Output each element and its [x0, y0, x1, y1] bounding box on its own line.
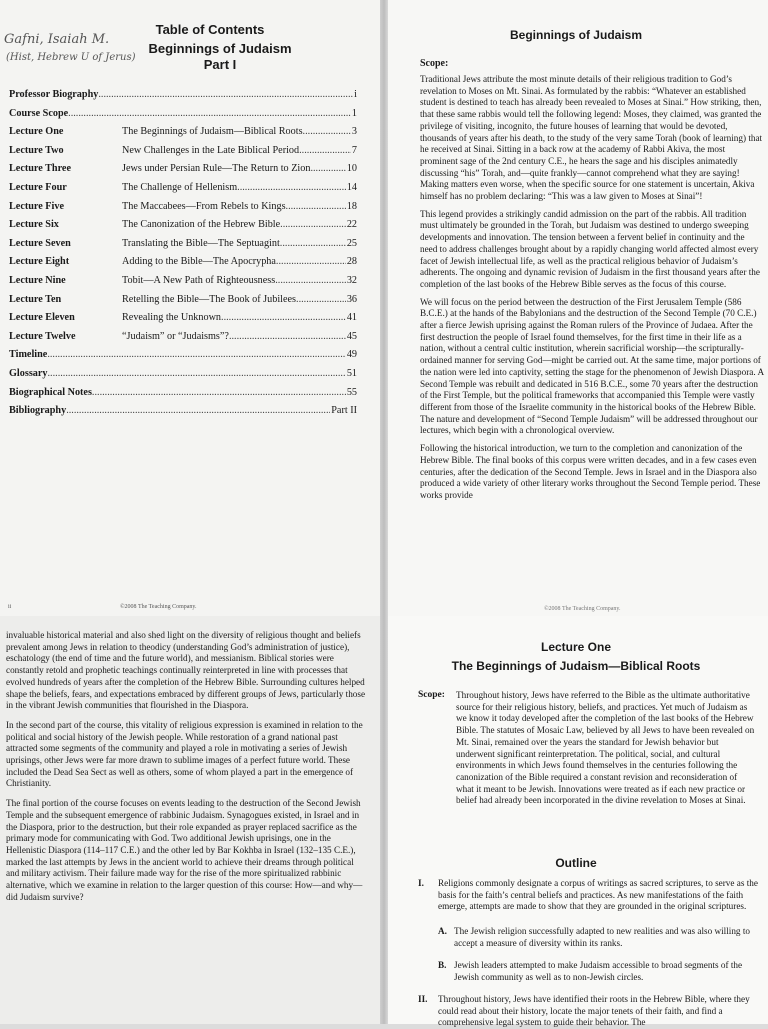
- toc-leader-dots: [47, 346, 346, 365]
- toc-leader-dots: [98, 86, 353, 105]
- outline-marker: B.: [438, 960, 447, 970]
- toc-row: [9, 216, 357, 235]
- scope-paragraph: Traditional Jews attribute the most minute details of their religious tradition to God’s revelation to Moses on Mt. Sinai. As formulated by the rabbis: “Whatever an established student is destined to teach has already been revealed to Moses at Sinai.” How striking, then, that these same rabbis would tell the following legend: Moses, they claimed, was granted the privilege of visiting, incognito, the future houses of learning that would be devoted, thousands of years after his death, to the study of the very same Torah (book of learning) that he received at Sinai. Sitting in a back row at the academy of Rabbi Akiva, the most prominent sage of the 2nd century C.E., he hears the sage and his disciples animatedly discussing “his” Torah, and—quite frankly—cannot comprehend what they are saying! Making matters even worse, when the specific source for one statement is uncertain, Akiva himself has no problem declaring: “This was a law given to Moses at Sinai”!: [420, 74, 763, 202]
- toc-row-label: Bibliography: [9, 405, 67, 417]
- outline-item: [418, 878, 758, 913]
- toc-row-title: Revealing the Unknown: [122, 312, 222, 324]
- toc-list: [9, 86, 357, 421]
- toc-row-page: 7: [351, 144, 357, 156]
- lecture-heading: Lecture One: [540, 640, 612, 654]
- toc-row-title: The Beginnings of Judaism—Biblical Roots: [122, 126, 303, 138]
- scope-paragraph: This legend provides a strikingly candid admission on the part of the rabbis. All tradition must ultimately be grounded in the Torah, but Judaism was destined to undergo sweeping developments and innovation. The tension between a fervent belief in continuity and the need to address challenges brought about by a rapidly changing world affected almost every facet of Jewish intellectual life, as well as the practical religious behavior of Judaism’s adherents. The ongoing and dynamic revision of Judaism in the first thousand years after the completion of the last books of the Hebrew Bible serves as the focus of this course.: [420, 208, 760, 289]
- toc-row: [9, 142, 357, 161]
- toc-leader-dots: [303, 123, 351, 142]
- toc-row-title: The Canonization of the Hebrew Bible: [122, 219, 281, 231]
- page-number: ii: [8, 604, 12, 610]
- outline-marker: II.: [418, 994, 428, 1004]
- toc-row-label: Lecture Eight: [9, 256, 70, 268]
- toc-leader-dots: [221, 309, 346, 328]
- toc-leader-dots: [280, 216, 346, 235]
- body-paragraph: invaluable historical material and also shed light on the diversity of religious thought and beliefs prevalent among Jews in relation to theodicy (understanding God’s administration of justice), eschatology (the end of time and the future world), and messianism. Biblical stories were constantly retold and prophetic teachings continually reinterpreted in line with processes that evolved hundreds of years after the completion of the Hebrew Bible. Surrounding cultures helped shape the beliefs, fears, and expectations embraced by different groups of Jews, particularly those in the vibrant Jewish communities that flourished in the Diaspora.: [6, 630, 366, 711]
- toc-row: [9, 384, 357, 403]
- toc-row-title: Jews under Persian Rule—The Return to Zion: [122, 163, 311, 175]
- copyright-footer: ©2008 The Teaching Company.: [120, 604, 197, 610]
- toc-row-label: Lecture Six: [9, 219, 59, 231]
- outline-marker: A.: [438, 926, 447, 936]
- toc-row: [9, 198, 357, 217]
- toc-row-page: 51: [346, 367, 357, 379]
- copyright-footer: ©2008 The Teaching Company.: [544, 606, 621, 612]
- toc-row-page: i: [354, 89, 357, 100]
- scope-paragraph: We will focus on the period between the destruction of the First Jerusalem Temple (586 B.C.E.) at the hands of the Babylonians and the destruction of the Second Temple (70 C.E.) after a fierce Jewish uprising against the Roman rulers of the Province of Judaea. After the first destruction the people of Israel found themselves, for the first time in their life as a nation, without a central cultic institution, wherein sacrificial worship—the scripturally-ordained manner for serving God—might be carried out. At the same time, major portions of the nation were led into captivity, setting the stage for the phenomenon of Jewish Diaspora. A Second Temple was rebuilt and dedicated in 516 B.C.E., some 70 years after the destruction of the First Temple, but the political frameworks that accompanied this Temple were vastly different from those of the Israelite community in the historical books of the Hebrew Bible. The nature and development of “Second Temple Judaism” will be addressed throughout our lectures, which begin with a chronological overview.: [420, 296, 764, 436]
- handwritten-note-affiliation: (Hist, Hebrew U of Jerus): [6, 52, 136, 63]
- toc-row-page: 25: [346, 237, 357, 249]
- toc-row-label: Timeline: [9, 349, 48, 361]
- outline-text: Jewish leaders attempted to make Judaism accessible to broad segments of the Jewish community as well as to non-Jewish circles.: [454, 960, 743, 982]
- toc-row-title: Retelling the Bible—The Book of Jubilees: [122, 293, 297, 305]
- toc-row-title: “Judaism” or “Judaisms”?: [122, 330, 229, 342]
- toc-leader-dots: [68, 105, 351, 124]
- scope-body: [420, 74, 764, 508]
- outline-text: Religions commonly designate a corpus of writings as sacred scriptures, to serve as the basis for the faith’s central beliefs and practices. As new manifestations of the faith emerge, attempts are made to show that they are grounded in the original scriptures.: [438, 878, 758, 912]
- toc-row-label: Course Scope: [9, 107, 69, 119]
- toc-row-page: 1: [351, 107, 357, 119]
- toc-row: [9, 123, 357, 142]
- toc-row-title: Adding to the Bible—The Apocrypha: [122, 256, 276, 268]
- toc-row-label: Lecture Seven: [9, 237, 71, 249]
- toc-page: [0, 0, 384, 616]
- outline-heading: Outline: [555, 856, 597, 870]
- toc-row-label: Lecture Five: [9, 200, 64, 212]
- scope-page: [384, 0, 768, 616]
- toc-row: [9, 365, 357, 384]
- toc-row-title: The Maccabees—From Rebels to Kings: [122, 200, 286, 212]
- toc-leader-dots: [276, 253, 346, 272]
- toc-part: Part I: [203, 57, 237, 72]
- toc-row-label: Glossary: [9, 367, 48, 379]
- toc-leader-dots: [229, 328, 346, 347]
- toc-leader-dots: [237, 179, 346, 198]
- toc-row-label: Lecture Two: [9, 144, 64, 156]
- toc-leader-dots: [66, 402, 330, 421]
- outline-text: The Jewish religion successfully adapted to new realities and was also willing to accept a measure of diversity within its ranks.: [454, 926, 750, 948]
- toc-row-title: New Challenges in the Late Biblical Period: [122, 144, 300, 156]
- toc-leader-dots: [299, 142, 351, 161]
- toc-row-page: 22: [346, 219, 357, 231]
- scope-label: Scope:: [420, 58, 449, 69]
- lecture-scope-text: Throughout history, Jews have referred to the Bible as the ultimate authoritative source for their religious history, beliefs, and practices. Yet much of Judaism as we know it today developed after the completion of the last books of the Hebrew Bible. The statutes of Mosaic Law, believed by all Jews to have been revealed on Mt. Sinai, remained over the years the standard for Jewish behavior but underwent significant reinterpretation. The political, social, and cultural environments in which Jews found themselves in the centuries following the canonization of the Bible required a constant revision and reconsideration of what it meant to be Jewish. Innovations were treated as if each new practice or belief had already been incorporated in the divine revelation to Moses at Sinai.: [456, 690, 755, 806]
- toc-row: [9, 309, 357, 328]
- toc-row-page: 32: [346, 274, 357, 286]
- toc-row-label: Professor Biography: [9, 89, 99, 100]
- toc-row-page: 10: [346, 163, 357, 175]
- body-paragraph: The final portion of the course focuses on events leading to the destruction of the Second Jewish Temple and the subsequent emergence of rabbinic Judaism. Synagogues existed, in Israel and in the Diaspora, prior to the destruction, but their role expanded as prayer replaced sacrifice as the primary mode for communicating with God. Two additional Jewish uprisings, one in the Hellenistic Diaspora (114–117 C.E.) and the other led by Bar Kokhba in Israel (132–135 C.E.), marked the last attempts by Jews in the ancient world to achieve their dreams through political and military activism. Their failure made way for the rise of the more spiritualized rabbinic alternative, which we examine in relation to the larger question of this course: How—and why—did Judaism survive?: [6, 798, 363, 902]
- book-gutter: [380, 0, 388, 1024]
- toc-row: [9, 328, 357, 347]
- toc-leader-dots: [286, 198, 346, 217]
- toc-row-page: Part II: [331, 405, 357, 417]
- outline-item: [438, 926, 758, 949]
- toc-leader-dots: [92, 384, 346, 403]
- toc-subtitle: Beginnings of Judaism: [148, 41, 292, 56]
- toc-row: [9, 346, 357, 365]
- toc-row-title: Tobit—A New Path of Righteousness: [122, 274, 276, 286]
- toc-row-label: Lecture Four: [9, 181, 67, 193]
- toc-row-page: 28: [346, 256, 357, 268]
- toc-row-title: The Challenge of Hellenism: [122, 181, 238, 193]
- toc-row: [9, 253, 357, 272]
- toc-leader-dots: [310, 160, 345, 179]
- toc-row-page: 49: [346, 349, 357, 361]
- toc-leader-dots: [48, 365, 346, 384]
- toc-leader-dots: [280, 235, 346, 254]
- lecture-title: The Beginnings of Judaism—Biblical Roots: [451, 659, 701, 673]
- toc-row: [9, 179, 357, 198]
- toc-row-label: Lecture Ten: [9, 293, 62, 305]
- toc-leader-dots: [275, 272, 346, 291]
- toc-row: [9, 105, 357, 124]
- scope-paragraph: Following the historical introduction, we turn to the completion and canonization of the Hebrew Bible. The final books of this corpus were written decades, and in a few cases even centuries, after the dedication of the Second Temple. Jews in Israel and in the Diaspora also produced a wide variety of other literary works throughout the Second Temple period. These works provide: [420, 443, 761, 500]
- toc-row: [9, 86, 357, 105]
- toc-row-label: Lecture Three: [9, 163, 71, 175]
- handwritten-note-author: Gafni, Isaiah M.: [4, 32, 110, 47]
- toc-row-page: 45: [346, 330, 357, 342]
- toc-row-page: 18: [346, 200, 357, 212]
- toc-row: [9, 291, 357, 310]
- toc-row-page: 36: [346, 293, 357, 305]
- toc-row-label: Lecture Twelve: [9, 330, 76, 342]
- scope-continued-body: [6, 630, 368, 911]
- toc-row-page: 3: [351, 126, 357, 138]
- toc-row-page: 41: [346, 312, 357, 324]
- toc-row-title: Translating the Bible—The Septuagint: [122, 237, 280, 249]
- toc-leader-dots: [296, 291, 346, 310]
- course-title-heading: Beginnings of Judaism: [509, 28, 642, 42]
- toc-title: Table of Contents: [155, 22, 265, 37]
- toc-row-page: 14: [346, 181, 357, 193]
- outline-marker: I.: [418, 878, 424, 888]
- scope-label: Scope:: [418, 690, 445, 700]
- toc-row: [9, 402, 357, 421]
- toc-row: [9, 235, 357, 254]
- toc-row-page: 55: [346, 386, 357, 398]
- toc-row-label: Lecture Eleven: [9, 312, 75, 324]
- body-paragraph: In the second part of the course, this vitality of religious expression is examined in relation to the political and social history of the Jewish people. While restoration of a grand national past attracted some segments of the community and played a role in motivating a series of Jewish uprisings, other Jews were far more drawn to sublime images of a perfect future world. These included the Dead Sea Sect as well as others, some of whom played a part in the emergence of Christianity.: [6, 719, 363, 789]
- toc-row: [9, 160, 357, 179]
- outline-item: [438, 960, 758, 983]
- toc-row-label: Lecture One: [9, 126, 64, 138]
- outline-text: Throughout history, Jews have identified their roots in the Hebrew Bible, where they could read about their history, locate the major tenets of their faith, and find a comprehensive legal system to guide their behavior. The: [438, 994, 750, 1028]
- toc-row: [9, 272, 357, 291]
- toc-row-label: Biographical Notes: [9, 386, 92, 398]
- toc-row-label: Lecture Nine: [9, 274, 66, 286]
